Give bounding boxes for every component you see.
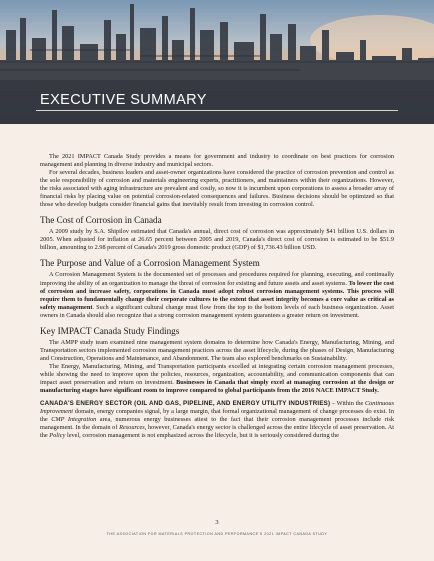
intro-paragraph-2: For several decades, business leaders and asset-owner organizations have considered the practice of corrosion prevention and control as the sole responsibility of corrosion and materials engineering experts, practitioners, and maintainers within their organizations. However, the risks associated with aging infrastructure are prevalent and costly, so now it is incumbent upon corporations to assess a broader array of financial risks by placing value on potential corrosion-related consequences and failures. Business decisions should be optimized so that those who develop budgets consider financial gains that inevitably result from investing in corrosion control. [40,169,394,209]
purpose-text-b: . Such a significant cultural change must flow from the top to the bottom levels of each business organization. Asset owners in Canada should also recognize that a strong corrosion management system guarantees a greater return on investment. [40,303,394,319]
header-image [0,0,434,124]
energy-italic-3: Resources [119,424,145,432]
energy-text-3: area, numerous energy businesses attest to the fact that their corrosion management processes include risk management. In the domain of [40,416,394,432]
energy-text-1: – Within the [330,400,365,408]
findings-text-a: The Energy, Manufacturing, Mining, and Transportation participants excelled at integrating certain corrosion management processes, while showing the need to improve upon the policies, resources, organization, accountability, and communication components that can impact asset preservation and return on investment. [40,362,394,386]
energy-italic-2: CMP Integration [51,416,97,424]
energy-text-2: domain, energy companies signal, by a large margin, that formal organizational management of change processes do exist. In the [40,408,394,424]
document-body [40,153,394,440]
section-heading-purpose: The Purpose and Value of a Corrosion Management System [40,258,260,269]
page-number: 3 [215,519,219,526]
findings-paragraph-2 [40,363,394,395]
purpose-text-a: A Corrosion Management System is the documented set of processes and procedures required for planning, executing, and continually improving the ability of an organization to manage the threat of corrosion for existing and future assets and asset systems. [40,271,394,287]
section-heading-findings: Key IMPACT Canada Study Findings [40,325,180,336]
page-title: EXECUTIVE SUMMARY [40,92,207,108]
footer-text: THE ASSOCIATION FOR MATERIALS PROTECTION AND PERFORMANCE'S 2021 IMPACT CANADA STUDY [106,532,328,536]
cost-paragraph: A 2009 study by S.A. Shipilov estimated that Canada's annual, direct cost of corrosion was approximately $41 billion U.S. dollars in 2005. When adjusted for inflation at 26.65 percent between 2005 and 2019, Canada's direct cost of corrosion is estimated to be $51.9 billion, amounting to 2.98 percent of Canada's 2019 gross domestic product (GDP) of $1,736.43 billion USD. [40,228,394,252]
purpose-paragraph [40,271,394,319]
findings-paragraph-1: The AMPP study team examined nine management system domains to determine how Canada's Energy, Manufacturing, Mining, and Transportation sectors implemented corrosion management practices across the asset lifecycle, during the phases of Design, Manufacturing and Construction, Operations and Maintenance, and Abandonment. The team also explored benchmarks on Sustainability. [40,338,394,362]
energy-text-5: level, corrosion management is not emphasized across the lifecycle, but it is seriously considered during the [65,432,339,440]
energy-italic-1: Continuous Improvement [40,400,394,416]
purpose-text-bold: To lower the cost of corrosion and increase safety, corporations in Canada must adopt robust corrosion management systems. This process will require them to fundamentally change their corporate cultures to the extent that asset integrity becomes a core value as critical as safety management [40,279,394,311]
energy-text-4: , however, Canada's energy sector is challenged across the entire lifecycle of asset preservation. At the [40,424,394,440]
energy-italic-4: Policy [49,432,66,440]
intro-paragraph-1: The 2021 IMPACT Canada Study provides a means for government and industry to coordinate on best practices for corrosion management and planning in diverse industry and municipal sectors. [40,153,394,169]
energy-paragraph [40,400,394,440]
section-heading-cost: The Cost of Corrosion in Canada [40,215,162,226]
energy-sector-heading: CANADA'S ENERGY SECTOR (OIL AND GAS, PIPELINE, AND ENERGY UTILITY INDUSTRIES) [40,400,331,408]
title-divider [36,110,398,111]
findings-text-bold: Businesses in Canada that simply excel at managing corrosion at the design or manufacturing stages have significant room to improve compared to global participants from the 2016 NACE IMPACT Study. [40,378,394,395]
